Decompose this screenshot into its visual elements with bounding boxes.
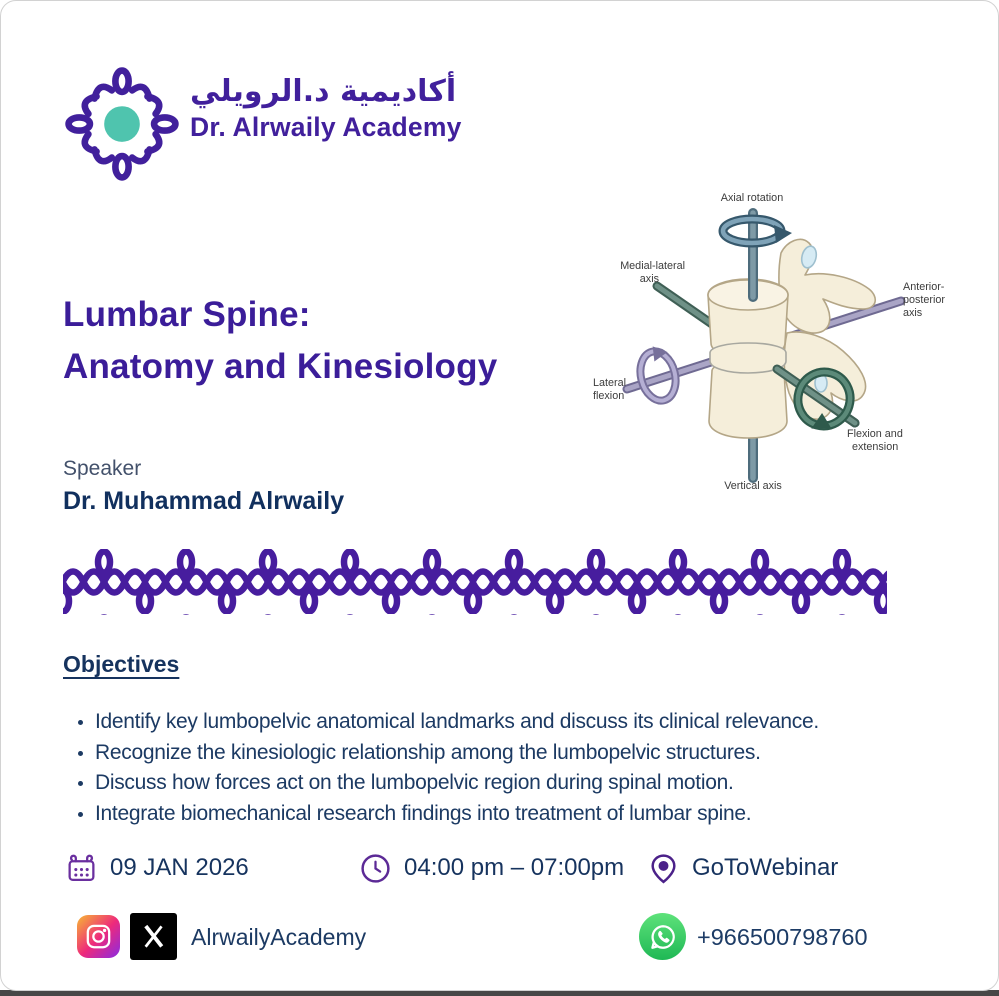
title-line-2: Anatomy and Kinesiology xyxy=(63,347,498,386)
ornamental-chain-divider xyxy=(63,548,887,616)
label-lateral: Lateral xyxy=(593,377,627,389)
event-info-row xyxy=(1,847,998,889)
event-date xyxy=(65,847,249,889)
lumbar-spine-axes-diagram xyxy=(581,183,999,501)
label-medial-lateral: Medial-lateral xyxy=(620,260,685,272)
label-flexion-and: Flexion and xyxy=(847,428,903,440)
social-row xyxy=(1,911,998,963)
whatsapp-icon[interactable] xyxy=(639,913,686,960)
label-flexion: flexion xyxy=(593,390,625,402)
lateral-flexion-arrow xyxy=(634,343,680,405)
label-extension: extension xyxy=(852,441,899,453)
academy-name-english: Dr. Alrwaily Academy xyxy=(190,112,462,142)
objective-item: • Discuss how forces act on the lumbopelvic region during spinal motion. xyxy=(95,768,999,799)
objective-item: • Recognize the kinesiologic relationship among the lumbopelvic structures. xyxy=(95,738,999,769)
label-anterior-axis: axis xyxy=(903,307,923,319)
speaker-block xyxy=(63,457,344,516)
objective-item: • Identify key lumbopelvic anatomical landmarks and discuss its clinical relevance. xyxy=(95,707,999,738)
page-title xyxy=(63,289,497,393)
academy-logo-icon xyxy=(65,67,179,181)
academy-name xyxy=(190,74,462,142)
whatsapp-phone-number: +966500798760 xyxy=(697,923,868,950)
clock-icon xyxy=(359,852,392,885)
objective-item: • Integrate biomechanical research findings into treatment of lumbar spine. xyxy=(95,799,999,830)
event-date-text: 09 JAN 2026 xyxy=(110,854,249,881)
speaker-label: Speaker xyxy=(63,457,142,480)
event-platform xyxy=(647,847,838,889)
location-pin-icon xyxy=(647,852,680,885)
social-handle: AlrwailyAcademy xyxy=(191,923,367,950)
label-vertical-axis: Vertical axis xyxy=(724,480,782,492)
event-time xyxy=(359,847,624,889)
title-line-1: Lumbar Spine: xyxy=(63,295,311,334)
objectives-list xyxy=(63,707,999,829)
label-posterior: posterior xyxy=(903,294,946,306)
calendar-icon xyxy=(65,852,98,885)
x-twitter-icon[interactable] xyxy=(130,913,177,960)
label-medial-lateral-axis: axis xyxy=(639,273,659,285)
objectives-heading: Objectives xyxy=(63,651,180,677)
event-platform-text: GoToWebinar xyxy=(692,854,839,881)
label-anterior: Anterior- xyxy=(903,281,945,293)
label-axial-rotation: Axial rotation xyxy=(720,192,784,204)
instagram-icon[interactable] xyxy=(77,915,120,958)
academy-name-arabic: أكاديمية د.الرويلي xyxy=(190,74,457,109)
event-time-text: 04:00 pm – 07:00pm xyxy=(404,854,625,881)
speaker-name: Dr. Muhammad Alrwaily xyxy=(63,487,345,515)
